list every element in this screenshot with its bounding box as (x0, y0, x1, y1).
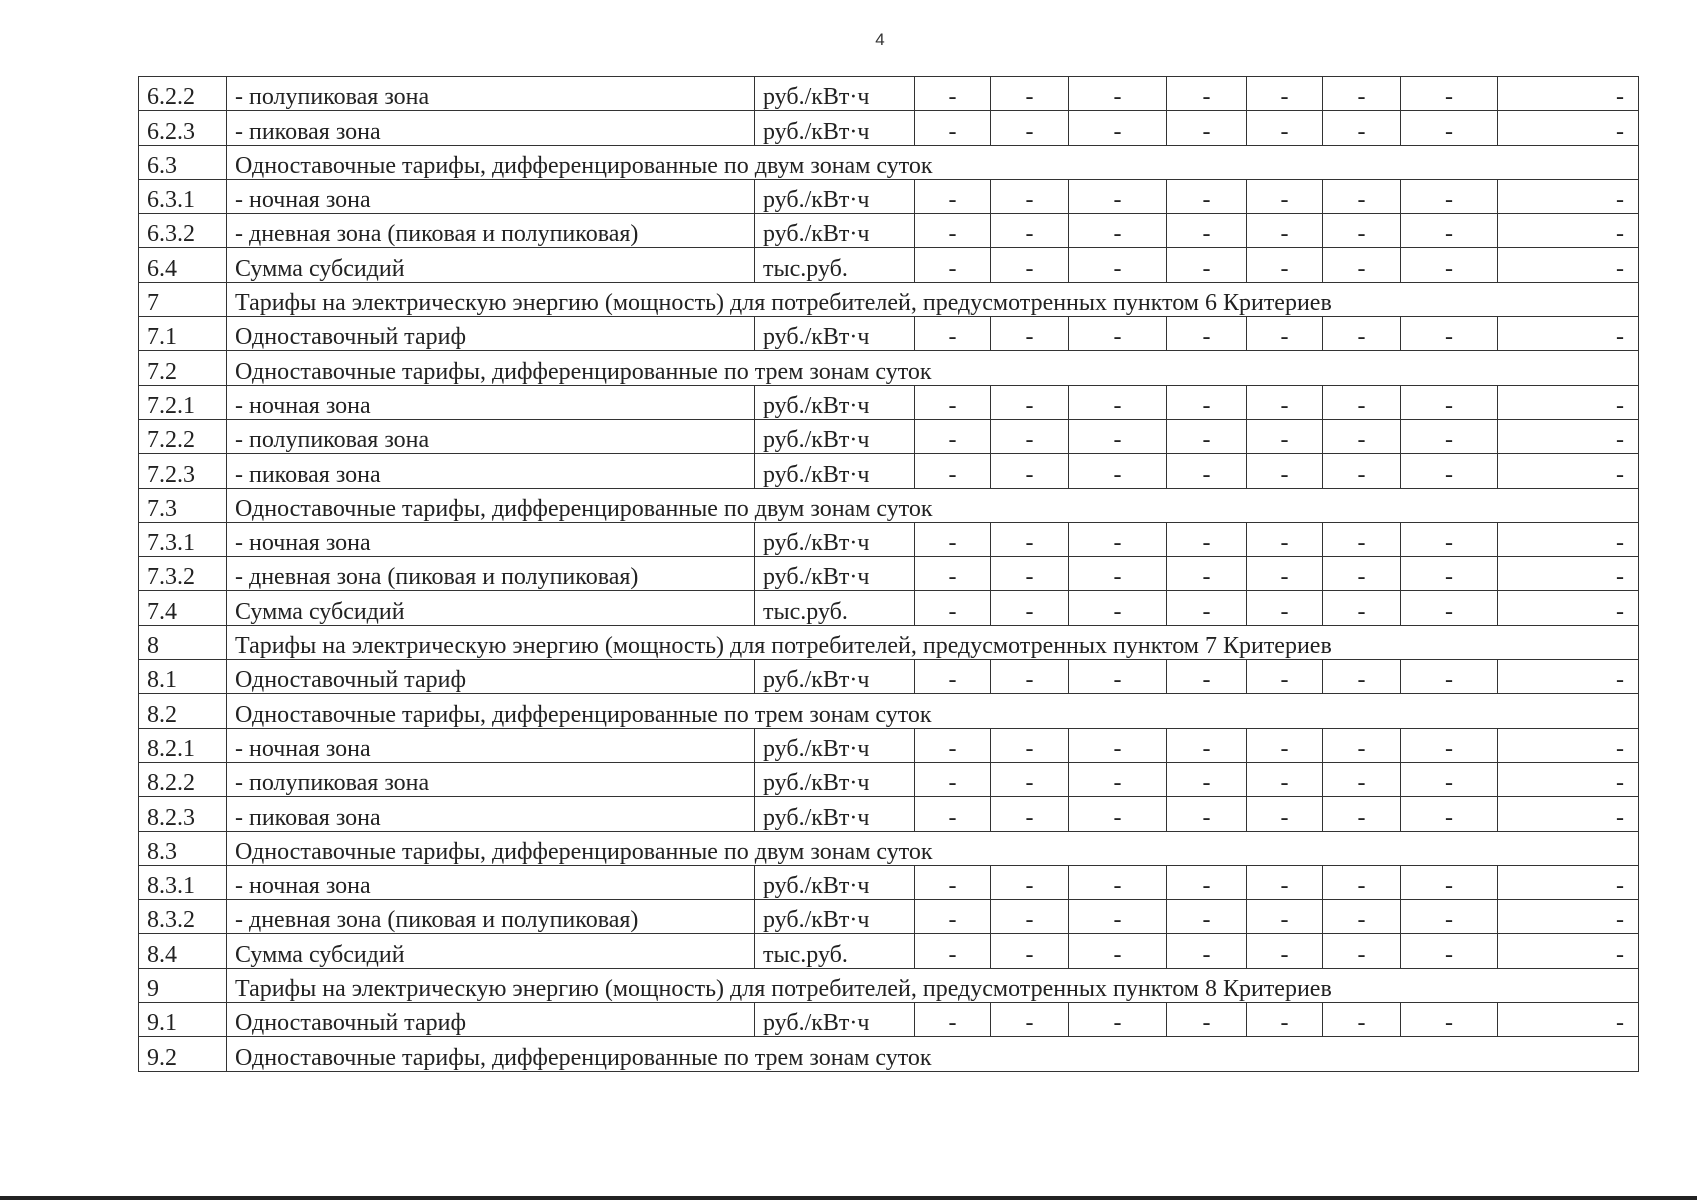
row-number: 7.2.1 (139, 385, 227, 419)
row-unit: руб./кВт·ч (755, 179, 915, 213)
row-number: 8.3.1 (139, 865, 227, 899)
value-cell: - (1167, 317, 1247, 351)
row-number: 6.2.2 (139, 77, 227, 111)
row-name: - дневная зона (пиковая и полупиковая) (227, 214, 755, 248)
row-unit: руб./кВт·ч (755, 865, 915, 899)
value-cell: - (1167, 77, 1247, 111)
row-number: 7.4 (139, 591, 227, 625)
table-section-row (139, 488, 1639, 522)
value-cell: - (1498, 865, 1639, 899)
value-cell: - (915, 385, 991, 419)
row-name: Сумма субсидий (227, 591, 755, 625)
row-unit: руб./кВт·ч (755, 660, 915, 694)
value-cell: - (991, 317, 1069, 351)
row-number: 9.2 (139, 1037, 227, 1071)
value-cell: - (1247, 797, 1323, 831)
row-number: 6.2.3 (139, 111, 227, 145)
row-unit: руб./кВт·ч (755, 214, 915, 248)
value-cell: - (1167, 522, 1247, 556)
table-row (139, 934, 1639, 968)
value-cell: - (991, 419, 1069, 453)
value-cell: - (1323, 660, 1401, 694)
value-cell: - (991, 77, 1069, 111)
value-cell: - (991, 900, 1069, 934)
value-cell: - (991, 865, 1069, 899)
row-number: 8.3.2 (139, 900, 227, 934)
value-cell: - (1498, 728, 1639, 762)
value-cell: - (1401, 111, 1498, 145)
value-cell: - (1069, 419, 1167, 453)
row-number: 8.2.2 (139, 762, 227, 796)
value-cell: - (1167, 111, 1247, 145)
value-cell: - (1247, 214, 1323, 248)
row-name: - дневная зона (пиковая и полупиковая) (227, 900, 755, 934)
table-section-row (139, 351, 1639, 385)
row-number: 7.1 (139, 317, 227, 351)
value-cell: - (1167, 865, 1247, 899)
value-cell: - (915, 248, 991, 282)
row-number: 7.2.2 (139, 419, 227, 453)
table-row (139, 1003, 1639, 1037)
value-cell: - (1401, 660, 1498, 694)
tariff-table-body (139, 77, 1639, 1072)
value-cell: - (1498, 179, 1639, 213)
row-unit: руб./кВт·ч (755, 317, 915, 351)
table-section-row (139, 145, 1639, 179)
value-cell: - (1323, 900, 1401, 934)
value-cell: - (1401, 900, 1498, 934)
row-unit: руб./кВт·ч (755, 385, 915, 419)
value-cell: - (1167, 934, 1247, 968)
value-cell: - (1167, 762, 1247, 796)
value-cell: - (991, 111, 1069, 145)
row-name: - пиковая зона (227, 454, 755, 488)
section-title: Одноставочные тарифы, дифференцированные по трем зонам суток (227, 1037, 1639, 1071)
value-cell: - (1167, 660, 1247, 694)
value-cell: - (1323, 797, 1401, 831)
value-cell: - (1498, 557, 1639, 591)
value-cell: - (1498, 660, 1639, 694)
value-cell: - (991, 214, 1069, 248)
row-unit: руб./кВт·ч (755, 1003, 915, 1037)
value-cell: - (1167, 248, 1247, 282)
section-title: Одноставочные тарифы, дифференцированные по трем зонам суток (227, 694, 1639, 728)
value-cell: - (1498, 454, 1639, 488)
value-cell: - (1247, 660, 1323, 694)
row-number: 8.2.3 (139, 797, 227, 831)
table-row (139, 111, 1639, 145)
table-row (139, 762, 1639, 796)
value-cell: - (1167, 1003, 1247, 1037)
value-cell: - (1498, 214, 1639, 248)
table-section-row (139, 968, 1639, 1002)
value-cell: - (915, 900, 991, 934)
row-unit: руб./кВт·ч (755, 728, 915, 762)
value-cell: - (1498, 111, 1639, 145)
section-title: Одноставочные тарифы, дифференцированные по двум зонам суток (227, 145, 1639, 179)
value-cell: - (991, 591, 1069, 625)
row-number: 6.3.2 (139, 214, 227, 248)
value-cell: - (1247, 77, 1323, 111)
value-cell: - (915, 591, 991, 625)
value-cell: - (1069, 728, 1167, 762)
scan-bottom-edge (0, 1196, 1697, 1200)
table-row (139, 248, 1639, 282)
value-cell: - (1069, 557, 1167, 591)
row-number: 6.3.1 (139, 179, 227, 213)
value-cell: - (1069, 385, 1167, 419)
tariff-table (138, 76, 1639, 1072)
value-cell: - (915, 111, 991, 145)
row-number: 8 (139, 625, 227, 659)
table-row (139, 419, 1639, 453)
row-unit: руб./кВт·ч (755, 762, 915, 796)
row-name: - полупиковая зона (227, 77, 755, 111)
row-number: 7.3.1 (139, 522, 227, 556)
value-cell: - (1323, 591, 1401, 625)
row-name: - полупиковая зона (227, 419, 755, 453)
value-cell: - (1069, 591, 1167, 625)
value-cell: - (1498, 1003, 1639, 1037)
value-cell: - (1401, 454, 1498, 488)
value-cell: - (915, 797, 991, 831)
value-cell: - (1069, 317, 1167, 351)
value-cell: - (1167, 419, 1247, 453)
row-name: Сумма субсидий (227, 248, 755, 282)
row-unit: руб./кВт·ч (755, 77, 915, 111)
value-cell: - (1247, 317, 1323, 351)
row-name: - пиковая зона (227, 797, 755, 831)
row-name: Одноставочный тариф (227, 1003, 755, 1037)
value-cell: - (991, 385, 1069, 419)
value-cell: - (1167, 591, 1247, 625)
table-section-row (139, 694, 1639, 728)
value-cell: - (1401, 522, 1498, 556)
value-cell: - (1167, 454, 1247, 488)
value-cell: - (1323, 317, 1401, 351)
value-cell: - (1247, 934, 1323, 968)
value-cell: - (1498, 522, 1639, 556)
value-cell: - (915, 728, 991, 762)
value-cell: - (1069, 214, 1167, 248)
value-cell: - (1401, 934, 1498, 968)
value-cell: - (1167, 179, 1247, 213)
value-cell: - (1069, 111, 1167, 145)
table-row (139, 454, 1639, 488)
value-cell: - (991, 522, 1069, 556)
row-number: 7.3 (139, 488, 227, 522)
value-cell: - (1167, 214, 1247, 248)
value-cell: - (1247, 900, 1323, 934)
value-cell: - (1247, 111, 1323, 145)
value-cell: - (991, 557, 1069, 591)
table-row (139, 557, 1639, 591)
value-cell: - (1401, 762, 1498, 796)
value-cell: - (1498, 385, 1639, 419)
value-cell: - (1069, 77, 1167, 111)
value-cell: - (1247, 557, 1323, 591)
value-cell: - (991, 179, 1069, 213)
value-cell: - (1323, 865, 1401, 899)
row-unit: тыс.руб. (755, 248, 915, 282)
row-number: 8.1 (139, 660, 227, 694)
value-cell: - (1069, 179, 1167, 213)
value-cell: - (991, 660, 1069, 694)
table-section-row (139, 625, 1639, 659)
row-number: 8.2.1 (139, 728, 227, 762)
table-row (139, 900, 1639, 934)
value-cell: - (915, 934, 991, 968)
row-name: - дневная зона (пиковая и полупиковая) (227, 557, 755, 591)
page-number: 4 (875, 30, 885, 49)
row-unit: тыс.руб. (755, 934, 915, 968)
row-number: 7.2 (139, 351, 227, 385)
value-cell: - (1401, 797, 1498, 831)
row-number: 7 (139, 282, 227, 316)
row-name: Одноставочный тариф (227, 317, 755, 351)
table-row (139, 77, 1639, 111)
value-cell: - (1167, 900, 1247, 934)
value-cell: - (1069, 1003, 1167, 1037)
value-cell: - (991, 1003, 1069, 1037)
row-unit: руб./кВт·ч (755, 797, 915, 831)
row-number: 7.2.3 (139, 454, 227, 488)
value-cell: - (1323, 934, 1401, 968)
value-cell: - (1401, 728, 1498, 762)
table-section-row (139, 1037, 1639, 1071)
row-number: 9.1 (139, 1003, 227, 1037)
value-cell: - (1069, 934, 1167, 968)
row-unit: руб./кВт·ч (755, 522, 915, 556)
value-cell: - (1323, 728, 1401, 762)
value-cell: - (1323, 248, 1401, 282)
row-unit: руб./кВт·ч (755, 419, 915, 453)
section-title: Тарифы на электрическую энергию (мощность) для потребителей, предусмотренных пунктом 6 Критериев (227, 282, 1639, 316)
value-cell: - (1401, 214, 1498, 248)
section-title: Одноставочные тарифы, дифференцированные по трем зонам суток (227, 351, 1639, 385)
value-cell: - (1069, 762, 1167, 796)
table-row (139, 797, 1639, 831)
value-cell: - (1323, 1003, 1401, 1037)
value-cell: - (1247, 728, 1323, 762)
value-cell: - (1069, 900, 1167, 934)
value-cell: - (1247, 1003, 1323, 1037)
value-cell: - (1401, 179, 1498, 213)
table-section-row (139, 282, 1639, 316)
row-name: - ночная зона (227, 385, 755, 419)
value-cell: - (1247, 385, 1323, 419)
value-cell: - (1069, 248, 1167, 282)
value-cell: - (1498, 419, 1639, 453)
value-cell: - (1247, 762, 1323, 796)
section-title: Одноставочные тарифы, дифференцированные по двум зонам суток (227, 831, 1639, 865)
row-unit: руб./кВт·ч (755, 557, 915, 591)
value-cell: - (1247, 522, 1323, 556)
row-name: - полупиковая зона (227, 762, 755, 796)
table-section-row (139, 831, 1639, 865)
value-cell: - (1247, 865, 1323, 899)
value-cell: - (1069, 797, 1167, 831)
value-cell: - (1401, 317, 1498, 351)
row-number: 8.4 (139, 934, 227, 968)
table-row (139, 317, 1639, 351)
value-cell: - (991, 454, 1069, 488)
section-title: Тарифы на электрическую энергию (мощность) для потребителей, предусмотренных пунктом 8 Критериев (227, 968, 1639, 1002)
value-cell: - (1498, 317, 1639, 351)
value-cell: - (1498, 797, 1639, 831)
value-cell: - (1323, 111, 1401, 145)
value-cell: - (1498, 762, 1639, 796)
value-cell: - (1401, 77, 1498, 111)
value-cell: - (1247, 591, 1323, 625)
value-cell: - (1401, 591, 1498, 625)
row-number: 7.3.2 (139, 557, 227, 591)
row-name: - пиковая зона (227, 111, 755, 145)
row-number: 6.4 (139, 248, 227, 282)
row-number: 6.3 (139, 145, 227, 179)
value-cell: - (1323, 419, 1401, 453)
row-name: Одноставочный тариф (227, 660, 755, 694)
value-cell: - (1323, 454, 1401, 488)
value-cell: - (1247, 179, 1323, 213)
value-cell: - (1323, 762, 1401, 796)
value-cell: - (1247, 454, 1323, 488)
row-name: - ночная зона (227, 179, 755, 213)
table-row (139, 522, 1639, 556)
value-cell: - (1069, 865, 1167, 899)
value-cell: - (915, 317, 991, 351)
value-cell: - (1323, 214, 1401, 248)
value-cell: - (1323, 557, 1401, 591)
row-name: - ночная зона (227, 522, 755, 556)
value-cell: - (1167, 557, 1247, 591)
value-cell: - (991, 797, 1069, 831)
value-cell: - (1167, 385, 1247, 419)
value-cell: - (1401, 419, 1498, 453)
row-name: Сумма субсидий (227, 934, 755, 968)
value-cell: - (1167, 797, 1247, 831)
value-cell: - (1323, 77, 1401, 111)
value-cell: - (1498, 900, 1639, 934)
value-cell: - (991, 762, 1069, 796)
row-number: 8.3 (139, 831, 227, 865)
row-unit: руб./кВт·ч (755, 900, 915, 934)
row-unit: руб./кВт·ч (755, 454, 915, 488)
value-cell: - (1401, 1003, 1498, 1037)
value-cell: - (1069, 454, 1167, 488)
value-cell: - (1323, 522, 1401, 556)
value-cell: - (1498, 248, 1639, 282)
table-row (139, 591, 1639, 625)
value-cell: - (915, 522, 991, 556)
value-cell: - (1401, 385, 1498, 419)
value-cell: - (915, 1003, 991, 1037)
value-cell: - (1069, 660, 1167, 694)
value-cell: - (915, 214, 991, 248)
value-cell: - (1247, 419, 1323, 453)
value-cell: - (1401, 865, 1498, 899)
value-cell: - (991, 934, 1069, 968)
value-cell: - (1069, 522, 1167, 556)
value-cell: - (1401, 557, 1498, 591)
row-number: 8.2 (139, 694, 227, 728)
value-cell: - (1498, 934, 1639, 968)
value-cell: - (915, 419, 991, 453)
section-title: Тарифы на электрическую энергию (мощность) для потребителей, предусмотренных пунктом 7 Критериев (227, 625, 1639, 659)
value-cell: - (915, 454, 991, 488)
table-row (139, 214, 1639, 248)
value-cell: - (991, 248, 1069, 282)
section-title: Одноставочные тарифы, дифференцированные по двум зонам суток (227, 488, 1639, 522)
value-cell: - (1498, 77, 1639, 111)
table-row (139, 728, 1639, 762)
value-cell: - (915, 77, 991, 111)
value-cell: - (1323, 179, 1401, 213)
table-row (139, 385, 1639, 419)
row-name: - ночная зона (227, 865, 755, 899)
row-number: 9 (139, 968, 227, 1002)
value-cell: - (1498, 591, 1639, 625)
table-row (139, 660, 1639, 694)
row-name: - ночная зона (227, 728, 755, 762)
value-cell: - (991, 728, 1069, 762)
value-cell: - (1167, 728, 1247, 762)
value-cell: - (1323, 385, 1401, 419)
value-cell: - (1247, 248, 1323, 282)
value-cell: - (915, 762, 991, 796)
row-unit: тыс.руб. (755, 591, 915, 625)
table-row (139, 179, 1639, 213)
table-row (139, 865, 1639, 899)
value-cell: - (1401, 248, 1498, 282)
value-cell: - (915, 865, 991, 899)
row-unit: руб./кВт·ч (755, 111, 915, 145)
value-cell: - (915, 660, 991, 694)
value-cell: - (915, 179, 991, 213)
value-cell: - (915, 557, 991, 591)
